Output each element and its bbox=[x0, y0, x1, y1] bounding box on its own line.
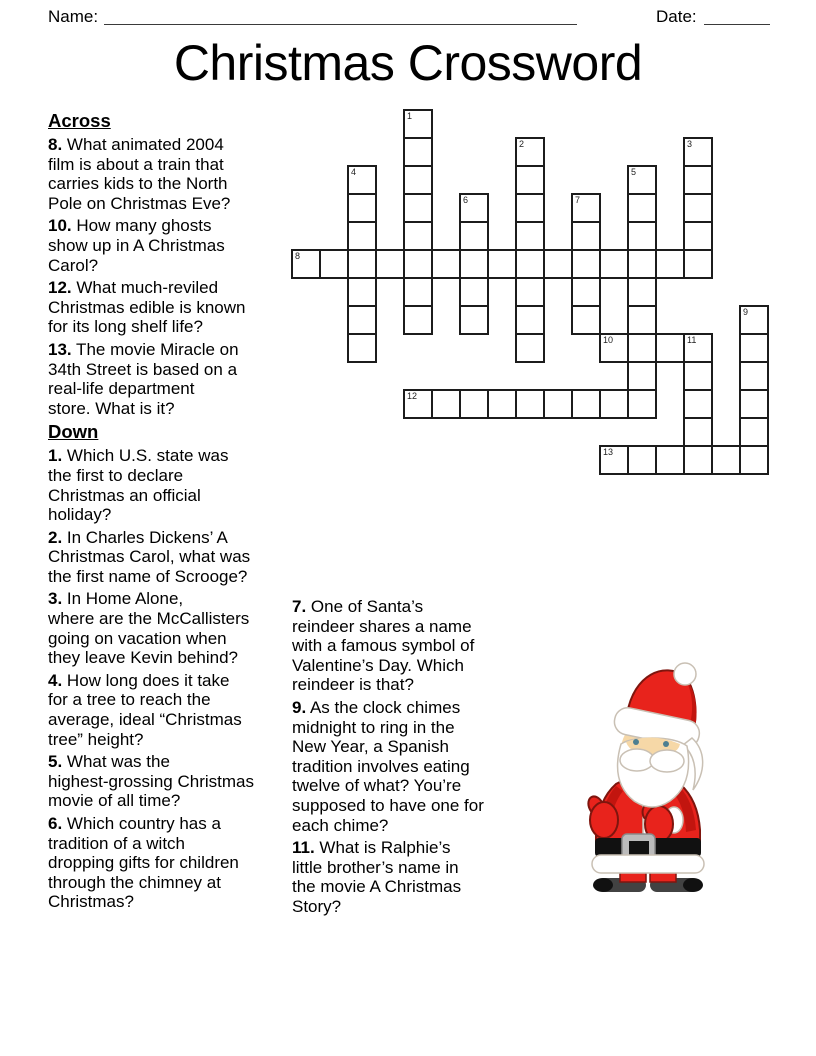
grid-cell[interactable] bbox=[347, 305, 377, 335]
grid-cell[interactable] bbox=[403, 221, 433, 251]
grid-cell[interactable] bbox=[487, 389, 517, 419]
grid-cell-number: 9 bbox=[743, 307, 749, 317]
grid-cell[interactable] bbox=[683, 137, 713, 167]
grid-cell-number: 10 bbox=[603, 335, 614, 345]
grid-cell[interactable] bbox=[515, 165, 545, 195]
grid-cell-number: 7 bbox=[575, 195, 581, 205]
grid-cell[interactable] bbox=[403, 277, 433, 307]
grid-cell[interactable] bbox=[599, 333, 629, 363]
grid-cell[interactable] bbox=[627, 389, 657, 419]
grid-cell[interactable] bbox=[403, 249, 433, 279]
name-label: Name: bbox=[48, 7, 99, 26]
clue-number-label: 8. bbox=[48, 135, 63, 154]
down-heading: Down bbox=[48, 421, 99, 443]
grid-cell[interactable] bbox=[515, 137, 545, 167]
grid-cell[interactable] bbox=[683, 333, 713, 363]
grid-cell[interactable] bbox=[515, 305, 545, 335]
grid-cell[interactable] bbox=[599, 389, 629, 419]
clue-number-label: 12. bbox=[48, 278, 72, 298]
grid-cell[interactable] bbox=[739, 361, 769, 391]
grid-cell[interactable] bbox=[347, 193, 377, 223]
grid-cell[interactable] bbox=[403, 109, 433, 139]
grid-cell[interactable] bbox=[655, 333, 685, 363]
grid-cell-number: 8 bbox=[295, 251, 301, 261]
grid-cell[interactable] bbox=[515, 221, 545, 251]
date-label: Date: bbox=[656, 7, 697, 26]
grid-cell[interactable] bbox=[459, 305, 489, 335]
grid-cell[interactable] bbox=[571, 193, 601, 223]
across-heading: Across bbox=[48, 110, 111, 131]
grid-cell[interactable] bbox=[711, 445, 741, 475]
grid-cell[interactable] bbox=[347, 249, 377, 279]
grid-cell[interactable] bbox=[599, 445, 629, 475]
clue-7: 7. One of Santa’s reindeer shares a name with a famous symbol of Valentine’s Day. Which reindeer is that? bbox=[292, 597, 475, 695]
clue-number-label: 4. bbox=[48, 670, 63, 690]
grid-cell[interactable] bbox=[403, 193, 433, 223]
clue-1: 1. Which U.S. state was the first to declare Christmas an official holiday? bbox=[48, 446, 229, 525]
clue-8: 8. What animated 2004 film is about a train that carries kids to the North Pole on Christmas Eve? bbox=[48, 135, 231, 213]
grid-cell[interactable] bbox=[543, 249, 573, 279]
grid-cell[interactable] bbox=[347, 165, 377, 195]
down-clue-list-1 bbox=[48, 446, 288, 912]
clue-number-label: 13. bbox=[48, 339, 72, 359]
clue-number-label: 9. bbox=[292, 697, 307, 717]
clue-number-label: 11. bbox=[292, 838, 315, 858]
grid-cell-number: 2 bbox=[519, 139, 525, 149]
grid-cell[interactable] bbox=[739, 305, 769, 335]
grid-cell[interactable] bbox=[403, 389, 433, 419]
grid-cell[interactable] bbox=[291, 249, 321, 279]
grid-cell[interactable] bbox=[627, 361, 657, 391]
grid-cell[interactable] bbox=[571, 249, 601, 279]
clue-number-label: 1. bbox=[48, 446, 63, 466]
grid-cell[interactable] bbox=[459, 249, 489, 279]
grid-cell[interactable] bbox=[683, 361, 713, 391]
grid-cell[interactable] bbox=[515, 277, 545, 307]
grid-cell[interactable] bbox=[599, 249, 629, 279]
grid-cell[interactable] bbox=[459, 277, 489, 307]
grid-cell[interactable] bbox=[627, 333, 657, 363]
grid-cell[interactable] bbox=[515, 333, 545, 363]
worksheet-title: Christmas Crossword bbox=[173, 35, 643, 91]
clue-column-right bbox=[292, 597, 514, 920]
clue-10: 10. How many ghosts show up in A Christmas Carol? bbox=[48, 216, 225, 275]
clue-6: 6. Which country has a tradition of a witch dropping gifts for children through the chimney at Christmas? bbox=[48, 814, 239, 912]
grid-cell-number: 4 bbox=[351, 167, 357, 177]
grid-cell[interactable] bbox=[459, 221, 489, 251]
grid-cell[interactable] bbox=[347, 333, 377, 363]
grid-cell[interactable] bbox=[543, 389, 573, 419]
clue-number-label: 7. bbox=[292, 597, 307, 616]
grid-cell[interactable] bbox=[515, 389, 545, 419]
grid-cell[interactable] bbox=[403, 165, 433, 195]
clue-9: 9. As the clock chimes midnight to ring in the New Year, a Spanish tradition involves eating twelve of what? You’re supposed to have one for each chime? bbox=[292, 697, 484, 835]
clue-3: 3. In Home Alone, where are the McCallisters going on vacation when they leave Kevin behind? bbox=[48, 589, 250, 668]
crossword-grid bbox=[291, 109, 769, 475]
grid-cell[interactable] bbox=[683, 249, 713, 279]
clue-number-label: 10. bbox=[48, 216, 72, 236]
clue-13: 13. The movie Miracle on 34th Street is based on a real-life department store. What is it? bbox=[48, 339, 239, 418]
grid-cell-number: 5 bbox=[631, 167, 637, 177]
grid-cell[interactable] bbox=[683, 389, 713, 419]
grid-cell[interactable] bbox=[459, 389, 489, 419]
name-fill-line[interactable] bbox=[104, 24, 577, 25]
grid-cell[interactable] bbox=[515, 193, 545, 223]
across-clue-list bbox=[48, 135, 288, 418]
grid-cell[interactable] bbox=[571, 389, 601, 419]
grid-cell[interactable] bbox=[739, 389, 769, 419]
down-clue-list-2 bbox=[292, 597, 514, 917]
grid-cell[interactable] bbox=[571, 277, 601, 307]
grid-cell-number: 3 bbox=[687, 139, 693, 149]
grid-cell[interactable] bbox=[487, 249, 517, 279]
grid-cell[interactable] bbox=[739, 417, 769, 447]
grid-cell[interactable] bbox=[655, 249, 685, 279]
grid-cell[interactable] bbox=[627, 249, 657, 279]
grid-cell[interactable] bbox=[683, 417, 713, 447]
grid-cell-number: 13 bbox=[603, 447, 614, 457]
date-fill-line[interactable] bbox=[704, 24, 770, 25]
clue-11: 11. What is Ralphie’s little brother’s name in the movie A Christmas Story? bbox=[292, 838, 462, 916]
clue-5: 5. What was the highest-grossing Christmas movie of all time? bbox=[48, 752, 254, 811]
grid-cell-number: 1 bbox=[407, 111, 413, 121]
clue-12: 12. What much-reviled Christmas edible is known for its long shelf life? bbox=[48, 278, 246, 337]
grid-cell[interactable] bbox=[627, 221, 657, 251]
grid-cell-number: 11 bbox=[687, 335, 697, 345]
clue-column-left bbox=[48, 110, 288, 915]
santa-illustration bbox=[586, 654, 716, 894]
grid-cell[interactable] bbox=[347, 221, 377, 251]
grid-cell[interactable] bbox=[571, 305, 601, 335]
clue-number-label: 6. bbox=[48, 814, 63, 833]
grid-cell-number: 12 bbox=[407, 391, 418, 401]
grid-cell-number: 6 bbox=[463, 195, 469, 205]
clue-2: 2. In Charles Dickens’ A Christmas Carol, what was the first name of Scrooge? bbox=[48, 527, 251, 586]
clue-4: 4. How long does it take for a tree to reach the average, ideal “Christmas tree” height? bbox=[48, 670, 242, 749]
grid-cell[interactable] bbox=[683, 445, 713, 475]
grid-cell[interactable] bbox=[347, 277, 377, 307]
grid-cell[interactable] bbox=[431, 249, 461, 279]
grid-cell[interactable] bbox=[431, 389, 461, 419]
grid-cell[interactable] bbox=[627, 445, 657, 475]
clue-number-label: 2. bbox=[48, 527, 63, 547]
grid-cell[interactable] bbox=[627, 193, 657, 223]
grid-cell[interactable] bbox=[655, 445, 685, 475]
grid-cell[interactable] bbox=[739, 333, 769, 363]
grid-cell[interactable] bbox=[683, 165, 713, 195]
grid-cell[interactable] bbox=[375, 249, 405, 279]
grid-cell[interactable] bbox=[515, 249, 545, 279]
clue-number-label: 5. bbox=[48, 752, 63, 772]
clue-number-label: 3. bbox=[48, 589, 63, 609]
grid-cell[interactable] bbox=[627, 277, 657, 307]
grid-cell[interactable] bbox=[403, 305, 433, 335]
grid-cell[interactable] bbox=[683, 193, 713, 223]
grid-cell[interactable] bbox=[571, 221, 601, 251]
grid-cell[interactable] bbox=[403, 137, 433, 167]
grid-cell[interactable] bbox=[739, 445, 769, 475]
grid-cell[interactable] bbox=[459, 193, 489, 223]
grid-cell[interactable] bbox=[627, 305, 657, 335]
grid-cell[interactable] bbox=[627, 165, 657, 195]
grid-cell[interactable] bbox=[683, 221, 713, 251]
grid-cell[interactable] bbox=[319, 249, 349, 279]
